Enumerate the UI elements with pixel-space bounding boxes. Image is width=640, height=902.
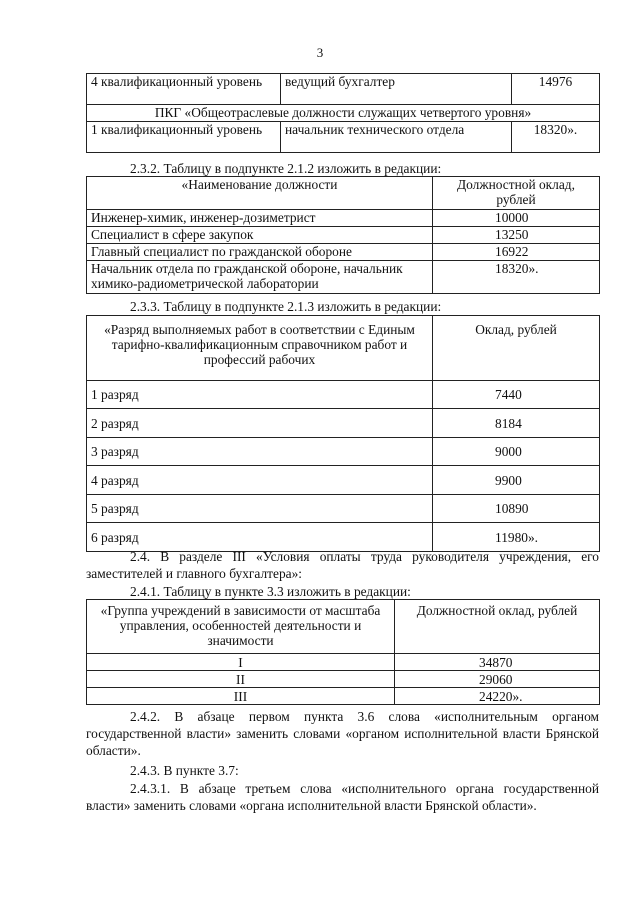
header-position-name: «Наименование должности: [87, 177, 433, 210]
position-name: Специалист в сфере закупок: [87, 227, 433, 244]
salary-value: 18320».: [512, 122, 600, 153]
qualification-level: 1 квалификационный уровень: [87, 122, 281, 153]
salary-value: 18320».: [433, 261, 600, 294]
grade-name: 4 разряд: [87, 466, 433, 495]
table-row: [87, 438, 600, 466]
position-name: начальник технического отдела: [281, 122, 512, 153]
grade-name: 2 разряд: [87, 409, 433, 438]
paragraph-2-3-3: 2.3.3. Таблицу в подпункте 2.1.3 изложить в редакции:: [130, 299, 442, 314]
table-header-row: [87, 600, 600, 654]
position-name: ведущий бухгалтер: [281, 74, 512, 105]
header-salary: Должностной оклад, рублей: [395, 600, 600, 654]
table-institution-groups: [86, 599, 600, 705]
salary-value: 14976: [512, 74, 600, 105]
page-number: 3: [316, 45, 324, 60]
grade-name: 1 разряд: [87, 381, 433, 409]
table-row: [87, 105, 600, 122]
table-header-row: [87, 177, 600, 210]
table-row: [87, 381, 600, 409]
table-row: [87, 466, 600, 495]
paragraph-2-4-3-1: 2.4.3.1. В абзаце третьем слова «исполнительного органа государственной власти» заменить словами «органа исполнительной власти Брянской области».: [86, 781, 599, 813]
salary-value: 9000: [433, 438, 600, 466]
table-row: [87, 654, 600, 671]
header-salary: Оклад, рублей: [433, 316, 600, 381]
pkg-header: ПКГ «Общеотраслевые должности служащих четвертого уровня»: [87, 105, 600, 122]
table-row: [87, 210, 600, 227]
group-number: I: [87, 654, 395, 671]
paragraph-2-4: 2.4. В разделе III «Условия оплаты труда руководителя учреждения, его заместителей и главного бухгалтера»:: [86, 549, 599, 581]
salary-value: 24220».: [395, 688, 600, 705]
grade-name: 5 разряд: [87, 495, 433, 523]
table-header-row: [87, 316, 600, 381]
header-group: «Группа учреждений в зависимости от масштаба управления, особенностей деятельности и значимости: [87, 600, 395, 654]
salary-value: 11980».: [433, 523, 600, 552]
salary-value: 9900: [433, 466, 600, 495]
table-row: [87, 671, 600, 688]
salary-value: 7440: [433, 381, 600, 409]
salary-value: 34870: [395, 654, 600, 671]
paragraph-2-4-2: 2.4.2. В абзаце первом пункта 3.6 слова «исполнительным органом государственной власти» заменить словами «органом исполнительной власти Брянской области».: [86, 709, 599, 758]
salary-value: 10890: [433, 495, 600, 523]
position-name: Инженер-химик, инженер-дозиметрист: [87, 210, 433, 227]
salary-value: 13250: [433, 227, 600, 244]
table-row: [87, 244, 600, 261]
table-row: [87, 688, 600, 705]
table-grades: [86, 315, 600, 552]
salary-value: 10000: [433, 210, 600, 227]
position-name: Главный специалист по гражданской обороне: [87, 244, 433, 261]
group-number: II: [87, 671, 395, 688]
paragraph-2-4-3: 2.4.3. В пункте 3.7:: [130, 763, 239, 778]
paragraph-2-4-1: 2.4.1. Таблицу в пункте 3.3 изложить в редакции:: [130, 584, 411, 599]
table-continuation: [86, 73, 600, 153]
table-positions: [86, 176, 600, 294]
header-salary: Должностной оклад, рублей: [433, 177, 600, 210]
grade-name: 3 разряд: [87, 438, 433, 466]
table-row: [87, 495, 600, 523]
salary-value: 29060: [395, 671, 600, 688]
salary-value: 8184: [433, 409, 600, 438]
header-grade: «Разряд выполняемых работ в соответствии с Единым тарифно-квалификационным справочником работ и профессий рабочих: [87, 316, 433, 381]
salary-value: 16922: [433, 244, 600, 261]
grade-name: 6 разряд: [87, 523, 433, 552]
table-row: [87, 74, 600, 105]
table-row: [87, 261, 600, 294]
qualification-level: 4 квалификационный уровень: [87, 74, 281, 105]
group-number: III: [87, 688, 395, 705]
position-name: Начальник отдела по гражданской обороне, начальник химико-радиометрической лаборатории: [87, 261, 433, 294]
table-row: [87, 122, 600, 153]
table-row: [87, 409, 600, 438]
table-row: [87, 227, 600, 244]
paragraph-2-3-2: 2.3.2. Таблицу в подпункте 2.1.2 изложить в редакции:: [130, 161, 442, 176]
